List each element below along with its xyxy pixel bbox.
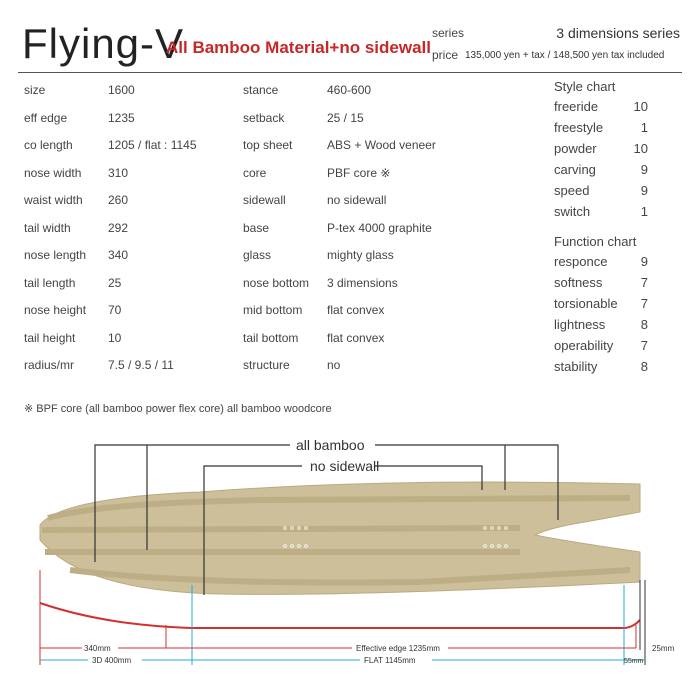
dimension-markers-black (640, 580, 645, 665)
spec-label: nose bottom (243, 275, 310, 290)
spec-value: ABS + Wood veneer (327, 138, 436, 152)
spec-label: structure (243, 358, 290, 372)
dim-label-tail-55: 55mm (624, 658, 644, 665)
core-footnote: ※ BPF core (all bamboo power flex core) all bamboo woodcore (24, 403, 332, 415)
dim-label-tail-25: 25mm (652, 644, 675, 653)
style-chart-label: powder (554, 141, 597, 156)
spec-value: 3 dimensions (327, 275, 398, 290)
header-divider (18, 72, 682, 73)
function-chart-value: 7 (640, 296, 648, 311)
series-label: series (432, 26, 465, 40)
spec-label: tail height (24, 330, 76, 345)
function-chart-value: 8 (640, 317, 648, 332)
style-chart-value: 1 (640, 120, 648, 135)
spec-value: no sidewall (327, 193, 387, 207)
style-chart-title: Style chart (554, 79, 616, 94)
label-no-sidewall: no sidewall (310, 458, 380, 474)
base-profile-line (40, 603, 640, 628)
spec-value: flat convex (327, 303, 385, 317)
function-chart-value: 9 (640, 254, 648, 269)
style-chart-label: carving (554, 162, 596, 177)
style-chart-label: switch (554, 204, 591, 219)
dim-label-3d: 3D 400mm (92, 656, 132, 665)
function-chart-label: operability (554, 338, 614, 353)
spec-value: 10 (108, 330, 122, 345)
spec-label: sidewall (243, 193, 286, 207)
style-chart-value: 9 (640, 162, 648, 177)
spec-value: 1600 (108, 83, 135, 97)
spec-value: 25 / 15 (327, 110, 364, 125)
function-chart-label: torsionable (554, 296, 618, 311)
dim-label-flat: FLAT 1145mm (364, 656, 416, 665)
spec-value: P-tex 4000 graphite (327, 220, 432, 235)
spec-value: 310 (108, 165, 129, 180)
spec-label: tail width (24, 220, 71, 235)
spec-value: 70 (108, 303, 122, 317)
spec-value: 460-600 (327, 83, 372, 97)
spec-label: size (24, 83, 46, 97)
spec-label: setback (243, 110, 285, 125)
spec-value: 260 (108, 193, 129, 207)
style-chart-value: 9 (640, 183, 648, 198)
function-chart-value: 8 (640, 359, 648, 374)
label-all-bamboo: all bamboo (296, 437, 365, 453)
style-chart-label: freestyle (554, 120, 604, 135)
spec-label: core (243, 165, 267, 180)
series-value: 3 dimensions series (556, 25, 680, 41)
spec-value: 1235 (108, 110, 135, 125)
spec-label: nose length (24, 248, 87, 262)
spec-label: nose width (24, 165, 82, 180)
function-chart-label: softness (554, 275, 603, 290)
spec-label: tail length (24, 275, 76, 290)
spec-value: 7.5 / 9.5 / 11 (108, 358, 174, 372)
spec-label: tail bottom (243, 330, 299, 345)
spec-label: radius/mr (24, 358, 75, 372)
spec-label: nose height (24, 303, 87, 317)
dim-label-nose: 340mm (84, 644, 111, 653)
price-value: 135,000 yen + tax / 148,500 yen tax included (465, 50, 665, 61)
style-chart-value: 1 (640, 204, 648, 219)
style-chart-value: 10 (633, 141, 648, 156)
function-chart-label: stability (554, 359, 598, 374)
page-subtitle: All Bamboo Material+no sidewall (166, 38, 431, 57)
spec-label: co length (24, 138, 73, 152)
function-chart-value: 7 (640, 275, 648, 290)
function-chart-value: 7 (640, 338, 648, 353)
spec-label: top sheet (243, 138, 293, 152)
page-title: Flying-V (22, 20, 185, 67)
spec-value: mighty glass (327, 248, 394, 262)
spec-label: glass (243, 248, 272, 262)
style-chart-label: freeride (554, 99, 599, 114)
function-chart-label: responce (554, 254, 608, 269)
spec-value: 25 (108, 275, 122, 290)
price-label: price (432, 48, 459, 62)
spec-value: PBF core ※ (327, 165, 391, 180)
style-chart-label: speed (554, 183, 590, 198)
bamboo-stripe (42, 528, 520, 530)
function-chart-title: Function chart (554, 234, 637, 249)
spec-value: flat convex (327, 330, 385, 345)
dim-label-eff-edge: Effective edge 1235mm (356, 644, 440, 653)
spec-label: waist width (24, 193, 83, 207)
spec-value: 1205 / flat : 1145 (108, 138, 197, 152)
board-diagram (0, 420, 700, 700)
function-chart-label: lightness (554, 317, 606, 332)
spec-label: mid bottom (243, 303, 303, 317)
style-chart-value: 10 (633, 99, 648, 114)
spec-value: 292 (108, 220, 129, 235)
spec-value: 340 (108, 248, 129, 262)
spec-label: eff edge (24, 110, 68, 125)
spec-label: base (243, 220, 270, 235)
spec-value: no (327, 358, 341, 372)
spec-label: stance (243, 83, 279, 97)
